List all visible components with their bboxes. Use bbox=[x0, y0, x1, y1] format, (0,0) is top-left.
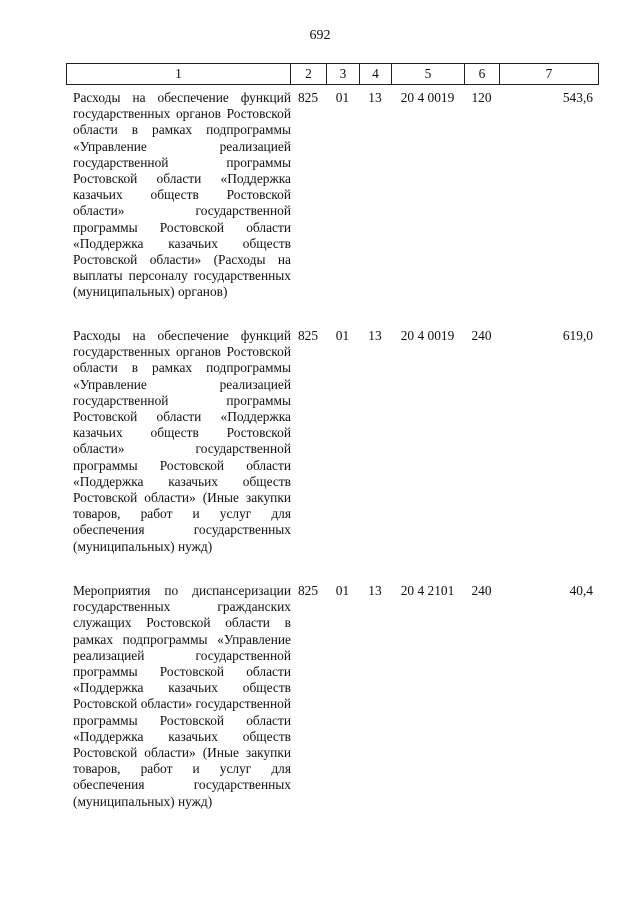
row-col-3: 01 bbox=[335, 90, 350, 105]
row-description: Расходы на обеспечение функций государственных органов Ростовской области в рамках подпрограммы «Управление реализацией государственной программы Ростовской области «Поддержка казачьих обществ Ростовской области» государственной программы Ростовской области «Поддержка казачьих обществ Ростовской области» (Расходы на выплаты персоналу государственных (муниципальных) органов) bbox=[73, 90, 291, 300]
row-col-2: 825 bbox=[297, 90, 319, 105]
row-col-6: 240 bbox=[471, 328, 492, 343]
row-description: Мероприятия по диспансеризации государственных гражданских служащих Ростовской области в рамках подпрограммы «Управление реализацией государственной программы Ростовской области «Поддержка казачьих обществ Ростовской области» государственной программы Ростовской области «Поддержка казачьих обществ Ростовской области» (Иные закупки товаров, работ и услуг для обеспечения государственных (муниципальных) нужд) bbox=[73, 583, 291, 809]
header-col-5: 5 bbox=[392, 64, 465, 84]
table-row bbox=[66, 90, 599, 301]
row-col-4: 13 bbox=[368, 90, 382, 105]
row-col-5: 20 4 0019 bbox=[400, 90, 455, 105]
row-col-6: 120 bbox=[471, 90, 492, 105]
row-col-3: 01 bbox=[335, 328, 350, 343]
row-col-2: 825 bbox=[297, 583, 319, 598]
table-row bbox=[66, 328, 599, 555]
header-col-4: 4 bbox=[360, 64, 392, 84]
row-col-4: 13 bbox=[368, 328, 382, 343]
row-col-7: 619,0 bbox=[562, 328, 593, 343]
row-description: Расходы на обеспечение функций государственных органов Ростовской области в рамках подпрограммы «Управление реализацией государственной программы Ростовской области «Поддержка казачьих обществ Ростовской области» государственной программы Ростовской области «Поддержка казачьих обществ Ростовской области» (Иные закупки товаров, работ и услуг для обеспечения государственных (муниципальных) нужд) bbox=[73, 328, 291, 554]
header-col-3: 3 bbox=[327, 64, 360, 84]
header-col-6: 6 bbox=[465, 64, 500, 84]
row-col-2: 825 bbox=[297, 328, 319, 343]
header-col-1: 1 bbox=[67, 64, 291, 84]
row-col-3: 01 bbox=[335, 583, 350, 598]
row-col-5: 20 4 0019 bbox=[400, 328, 455, 343]
row-col-4: 13 bbox=[368, 583, 382, 598]
header-col-2: 2 bbox=[291, 64, 327, 84]
row-col-7: 543,6 bbox=[562, 90, 593, 105]
table-header bbox=[66, 63, 599, 85]
page-number: 692 bbox=[309, 28, 331, 43]
row-col-7: 40,4 bbox=[569, 583, 593, 598]
table-row bbox=[66, 583, 599, 810]
row-col-5: 20 4 2101 bbox=[400, 583, 455, 598]
header-col-7: 7 bbox=[545, 66, 553, 81]
row-col-6: 240 bbox=[471, 583, 492, 598]
